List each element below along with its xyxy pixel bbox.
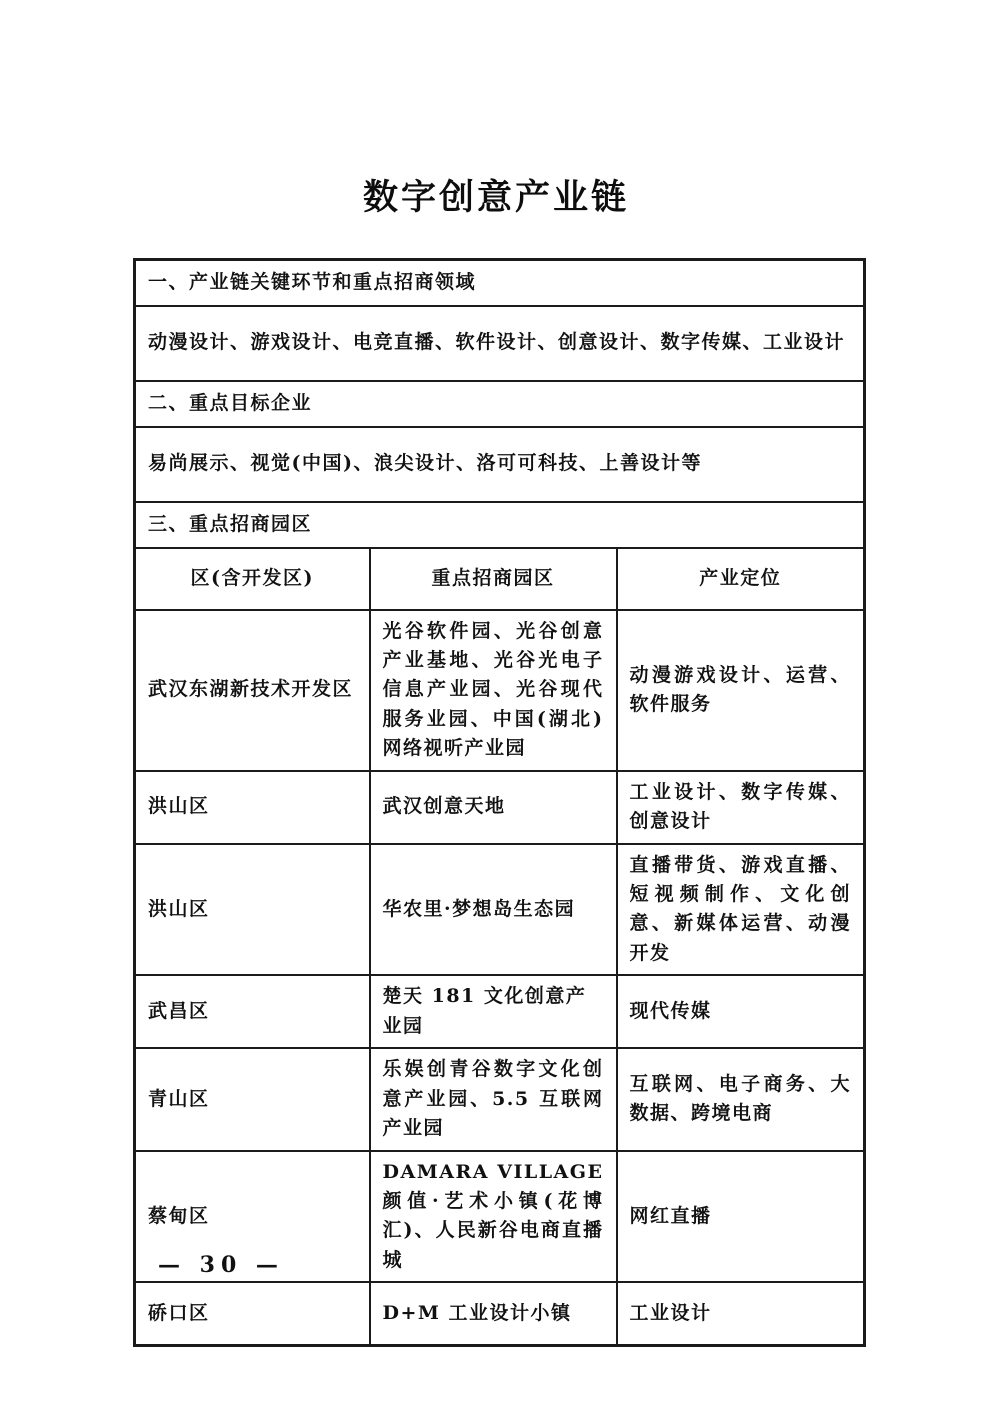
positioning-cell: 网红直播: [617, 1151, 865, 1283]
positioning-cell: 动漫游戏设计、运营、软件服务: [617, 610, 865, 771]
table-row: [135, 1048, 865, 1150]
col-header-district: 区(含开发区): [135, 548, 370, 610]
table-row: [135, 1282, 865, 1345]
industry-chain-table-wrap: [133, 258, 863, 1347]
district-cell: 洪山区: [135, 771, 370, 844]
section-3-heading-row: [135, 502, 865, 548]
page-title: 数字创意产业链: [362, 177, 629, 218]
col-header-parks: 重点招商园区: [370, 548, 617, 610]
table-row: [135, 610, 865, 771]
section-1-heading-row: [135, 260, 865, 306]
table-row: [135, 771, 865, 844]
district-cell: 洪山区: [135, 844, 370, 976]
parks-cell: 乐娱创青谷数字文化创意产业园、5.5 互联网产业园: [370, 1048, 617, 1150]
page-number: — 30 —: [158, 1252, 284, 1278]
parks-cell: DAMARA VILLAGE 颜值·艺术小镇(花博汇)、人民新谷电商直播城: [370, 1151, 617, 1283]
positioning-cell: 工业设计: [617, 1282, 865, 1345]
section-2-heading: 二、重点目标企业: [135, 381, 865, 427]
parks-cell: 楚天 181 文化创意产业园: [370, 975, 617, 1048]
column-header-row: [135, 548, 865, 610]
section-2-content-row: [135, 427, 865, 502]
district-cell: 武汉东湖新技术开发区: [135, 610, 370, 771]
section-1-content-row: [135, 306, 865, 381]
district-cell: 蔡甸区: [135, 1151, 370, 1283]
section-2-content: 易尚展示、视觉(中国)、浪尖设计、洛可可科技、上善设计等: [135, 427, 865, 502]
positioning-cell: 互联网、电子商务、大数据、跨境电商: [617, 1048, 865, 1150]
col-header-positioning: 产业定位: [617, 548, 865, 610]
parks-cell: 武汉创意天地: [370, 771, 617, 844]
positioning-cell: 直播带货、游戏直播、短视频制作、文化创意、新媒体运营、动漫开发: [617, 844, 865, 976]
table-row: [135, 975, 865, 1048]
district-cell: 硚口区: [135, 1282, 370, 1345]
positioning-cell: 工业设计、数字传媒、创意设计: [617, 771, 865, 844]
district-cell: 武昌区: [135, 975, 370, 1048]
parks-cell: 光谷软件园、光谷创意产业基地、光谷光电子信息产业园、光谷现代服务业园、中国(湖北)网络视听产业园: [370, 610, 617, 771]
section-3-heading: 三、重点招商园区: [135, 502, 865, 548]
section-1-content: 动漫设计、游戏设计、电竞直播、软件设计、创意设计、数字传媒、工业设计: [135, 306, 865, 381]
positioning-cell: 现代传媒: [617, 975, 865, 1048]
parks-cell: 华农里·梦想岛生态园: [370, 844, 617, 976]
district-cell: 青山区: [135, 1048, 370, 1150]
section-1-heading: 一、产业链关键环节和重点招商领域: [135, 260, 865, 306]
table-row: [135, 844, 865, 976]
section-2-heading-row: [135, 381, 865, 427]
parks-cell: D+M 工业设计小镇: [370, 1282, 617, 1345]
industry-chain-table: [133, 258, 866, 1347]
